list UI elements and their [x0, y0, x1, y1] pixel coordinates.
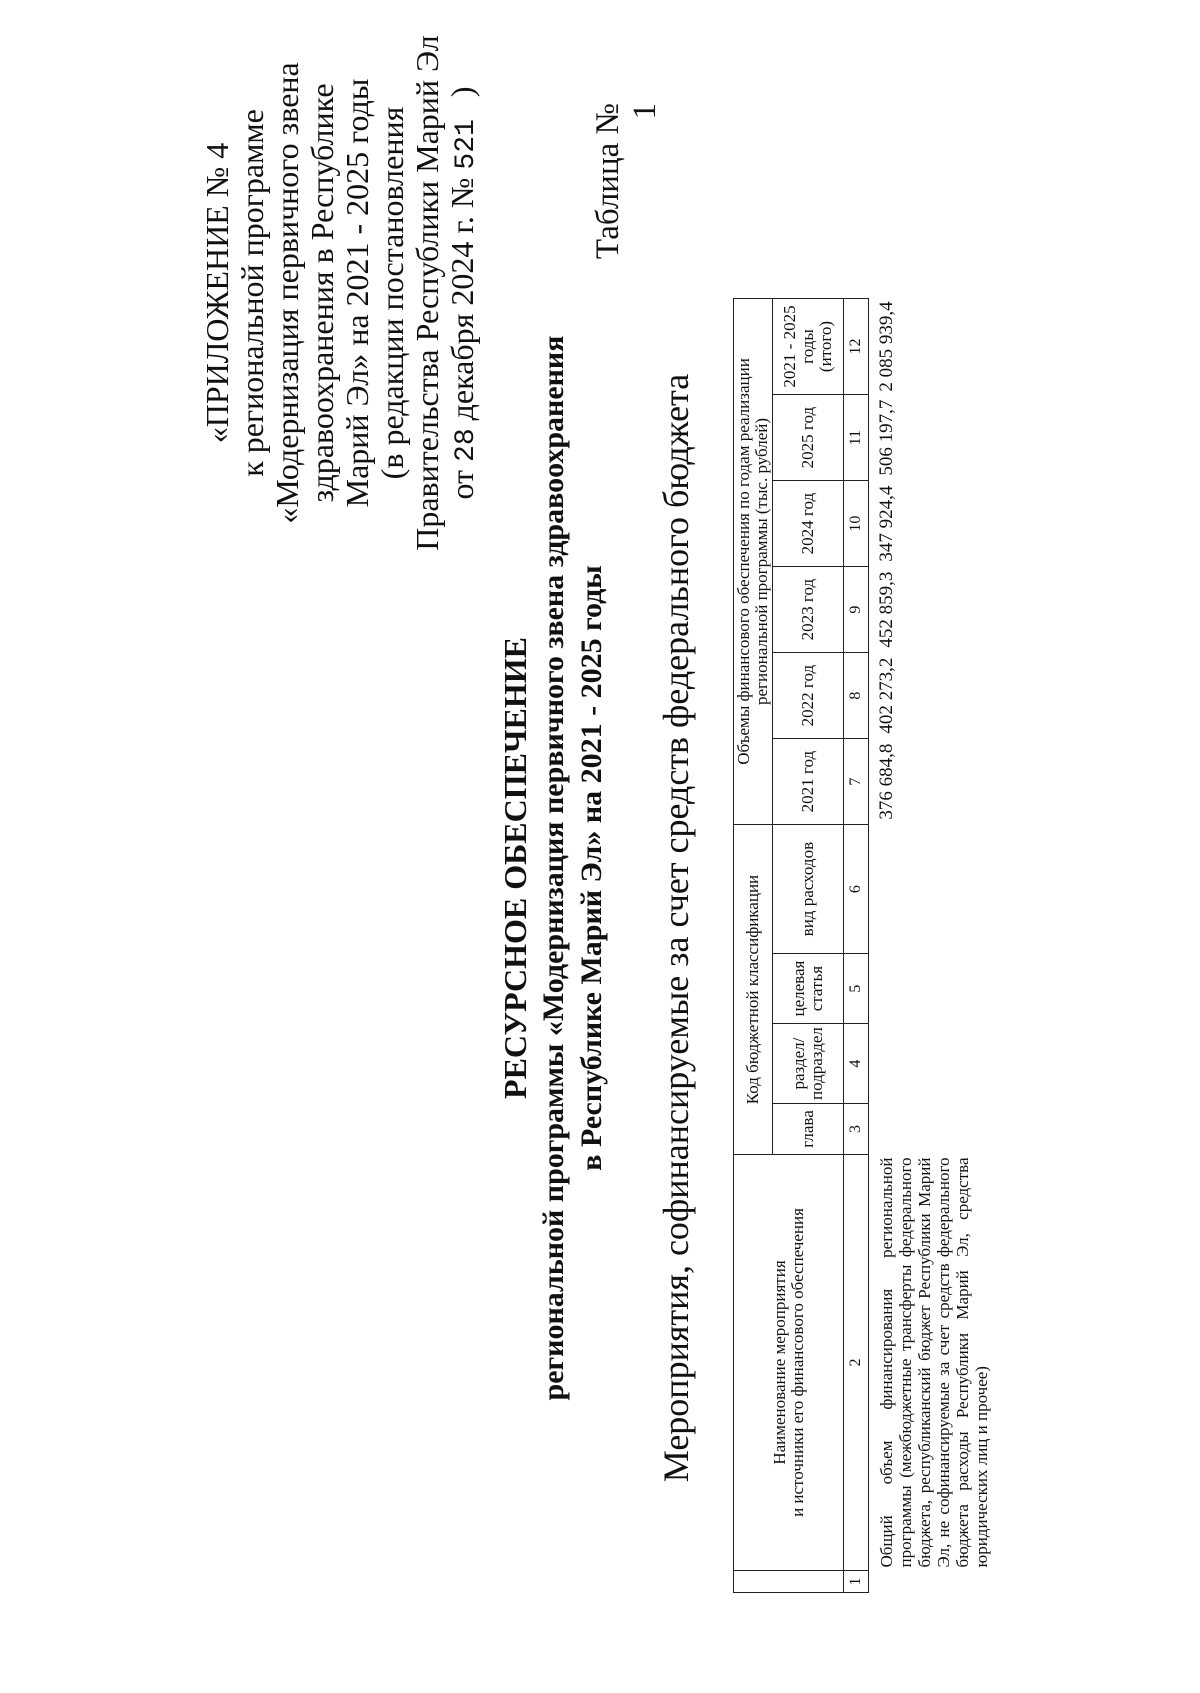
appendix-title: «ПРИЛОЖЕНИЕ № 4: [199, 142, 235, 444]
title-block: [495, 243, 611, 1493]
header-total-line: 2021 - 2025: [780, 305, 799, 388]
value-2021: 376 684,8: [876, 743, 897, 820]
appendix-line: к региональной программе: [234, 109, 270, 477]
closing-paren: ): [444, 86, 480, 98]
date-day: 28: [451, 428, 482, 462]
header-razdel: [773, 1024, 844, 1104]
header-2022: 2022 год: [773, 653, 844, 739]
column-number: 1: [844, 1571, 869, 1593]
header-volume-line: Объемы финансового обеспечения по годам реализации: [734, 358, 753, 765]
decree-number: 521: [451, 119, 482, 170]
value-2025: 506 197,7: [876, 399, 897, 476]
header-total-line: годы (итого): [798, 320, 835, 373]
appendix-line: Марий Эл» на 2021 - 2025 годы: [339, 78, 375, 508]
column-number: 4: [844, 1024, 869, 1104]
header-2025: 2025 год: [773, 395, 844, 481]
header-razdel-line: раздел/: [789, 1037, 808, 1090]
header-glava: глава: [773, 1104, 844, 1155]
value-2024: 347 924,4: [876, 485, 897, 562]
appendix-header: [200, 28, 484, 558]
column-number: 6: [844, 825, 869, 954]
appendix-line: Правительства Республики Марий Эл: [409, 35, 445, 551]
date-rest: декабря 2024 г. №: [444, 177, 480, 421]
header-name: [734, 1155, 844, 1571]
header-2024: 2024 год: [773, 481, 844, 567]
column-number: 8: [844, 653, 869, 739]
table-row: [869, 298, 1008, 1592]
header-empty: [734, 1571, 844, 1593]
header-2023: 2023 год: [773, 567, 844, 653]
header-vid: вид расходов: [773, 825, 844, 954]
appendix-line: «Модернизация первичного звена: [269, 62, 305, 524]
header-name-line: и источники его финансового обеспечения: [787, 1208, 807, 1517]
table-number: Таблица № 1: [590, 103, 663, 260]
cell-empty: [869, 1104, 1008, 1155]
cell-empty: [869, 954, 1008, 1024]
column-numbers-row: [844, 298, 869, 1592]
appendix-date-line: [445, 28, 484, 558]
appendix-line: здравоохранения в Республике: [304, 83, 340, 503]
header-volume-line: региональной программы (тыс. рублей): [752, 417, 771, 705]
column-number: 10: [844, 481, 869, 567]
header-name-line: Наименование мероприятия: [769, 1260, 789, 1465]
value-2023: 452 859,3: [876, 571, 897, 648]
cell-empty: [869, 1571, 1008, 1593]
page-title: РЕСУРСНОЕ ОБЕСПЕЧЕНИЕ: [497, 637, 533, 1099]
header-celevaya-line: статья: [807, 965, 826, 1012]
subtitle-line: региональной программы «Модернизация первичного звена здравоохранения: [537, 335, 570, 1401]
column-number: 3: [844, 1104, 869, 1155]
header-volume: [734, 298, 773, 824]
resource-table: [733, 298, 1007, 1593]
value-2022: 402 273,2: [876, 657, 897, 734]
header-total: [773, 298, 844, 394]
date-prefix: от: [444, 469, 480, 500]
column-number: 5: [844, 954, 869, 1024]
table-header-row: [734, 298, 773, 1592]
section-title: Мероприятия, софинансируемые за счет средств федерального бюджета: [656, 373, 696, 1483]
column-number: 2: [844, 1155, 869, 1571]
subtitle-line: в Республике Марий Эл» на 2021 - 2025 годы: [575, 565, 608, 1171]
column-number: 7: [844, 739, 869, 825]
column-number: 11: [844, 395, 869, 481]
column-number: 9: [844, 567, 869, 653]
cell-empty: [869, 825, 1008, 954]
row-description: Общий объем финансирования региональной программы (межбюджетные трансферты федерального бюджета, республиканский бюджет Республики Марий Эл, не софинансируемые за счет средств федерального бюджета расходы Республики Марий Эл, средства юридических лиц и прочее): [877, 1157, 991, 1568]
header-2021: 2021 год: [773, 739, 844, 825]
header-razdel-line: подраздел: [807, 1027, 826, 1100]
appendix-line: (в редакции постановления: [374, 106, 410, 480]
header-celevaya: [773, 954, 844, 1024]
header-celevaya-line: целевая: [789, 960, 808, 1017]
column-number: 12: [844, 298, 869, 394]
header-code: Код бюджетной классификации: [734, 825, 773, 1155]
page-subtitle: [535, 243, 611, 1493]
value-total: 2 085 939,4: [876, 301, 897, 392]
cell-empty: [869, 1024, 1008, 1104]
